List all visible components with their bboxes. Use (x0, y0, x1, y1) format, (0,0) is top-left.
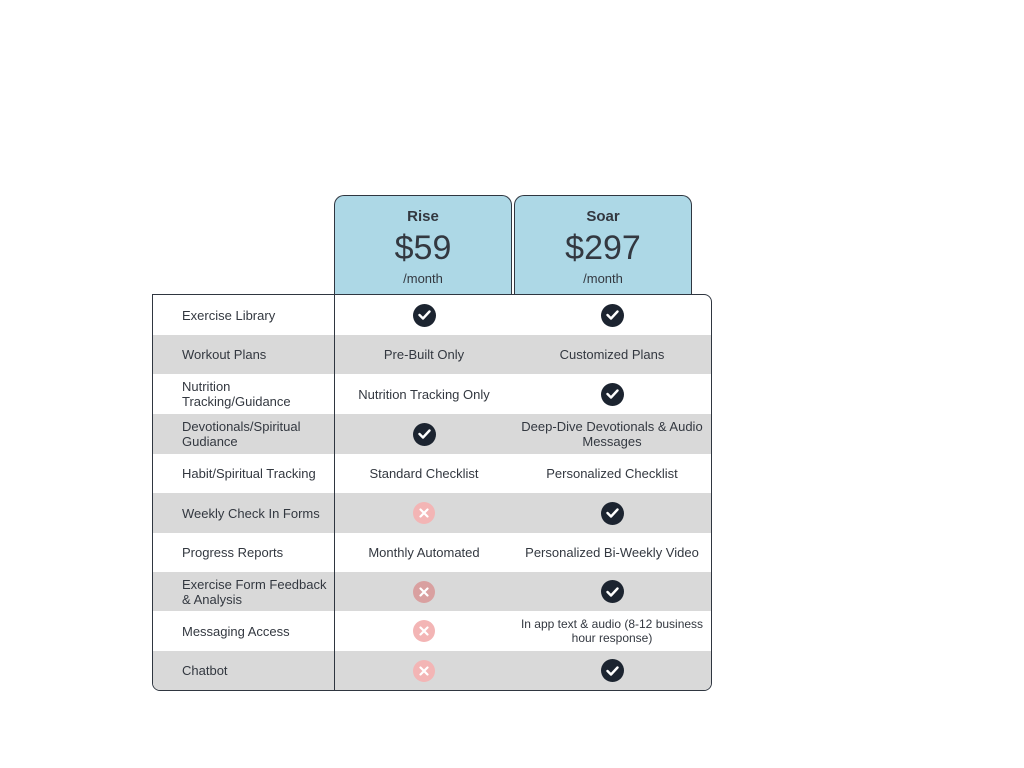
check-icon (601, 304, 624, 327)
plan-name: Soar (586, 208, 620, 225)
feature-label: Devotionals/Spiritual Gudiance (182, 419, 301, 449)
check-icon (601, 580, 624, 603)
soar-cell (513, 533, 711, 572)
feature-label: Habit/Spiritual Tracking (182, 466, 316, 481)
plan-name: Rise (407, 208, 439, 225)
cross-icon (413, 660, 435, 682)
plan-header-soar (514, 195, 692, 294)
table-row (153, 493, 711, 533)
table-row (153, 611, 711, 651)
cross-icon (413, 502, 435, 524)
table-row (153, 295, 711, 335)
table-row (153, 533, 711, 572)
feature-label: Exercise Form Feedback & Analysis (182, 576, 327, 607)
feature-label: Progress Reports (182, 545, 284, 560)
feature-label: Nutrition Tracking/Guidance (182, 379, 291, 409)
rise-cell (335, 335, 513, 374)
soar-cell (513, 493, 711, 533)
rise-cell (335, 572, 513, 611)
table-row (153, 454, 711, 493)
soar-value-text: In app text & audio (8-12 business hour response) (520, 617, 704, 645)
soar-cell (513, 335, 711, 374)
rise-cell (335, 533, 513, 572)
table-row (153, 374, 711, 414)
plan-period: /month (403, 271, 443, 286)
check-icon (601, 659, 624, 682)
table-row (153, 335, 711, 374)
rise-cell (335, 374, 513, 414)
soar-cell (513, 572, 711, 611)
table-row (153, 414, 711, 454)
check-icon (601, 383, 624, 406)
feature-label: Chatbot (182, 663, 228, 678)
rise-cell (335, 414, 513, 454)
rise-cell (335, 493, 513, 533)
soar-cell (513, 651, 711, 690)
rise-value-text: Pre-Built Only (383, 347, 465, 362)
plan-price: $59 (394, 229, 452, 267)
rise-value-text: Monthly Automated (368, 545, 480, 560)
soar-cell (513, 295, 711, 335)
soar-cell (513, 414, 711, 454)
soar-value-text: Personalized Bi-Weekly Video (525, 545, 699, 560)
rise-value-text: Nutrition Tracking Only (358, 386, 490, 402)
soar-cell (513, 374, 711, 414)
soar-cell (513, 454, 711, 493)
plan-price: $297 (565, 229, 641, 267)
feature-label: Messaging Access (182, 623, 290, 639)
cross-icon (413, 620, 435, 642)
rise-cell (335, 295, 513, 335)
rise-value-text: Standard Checklist (369, 466, 479, 481)
rise-cell (335, 611, 513, 651)
soar-value-text: Customized Plans (559, 347, 665, 362)
check-icon (413, 423, 436, 446)
rise-cell (335, 454, 513, 493)
cross-icon (413, 581, 435, 603)
feature-label: Weekly Check In Forms (182, 505, 320, 521)
check-icon (601, 502, 624, 525)
plan-header-rise (334, 195, 512, 294)
feature-label: Workout Plans (182, 347, 267, 362)
plan-period: /month (583, 271, 623, 286)
table-row (153, 572, 711, 611)
rise-cell (335, 651, 513, 690)
check-icon (413, 304, 436, 327)
soar-cell (513, 611, 711, 651)
soar-value-text: Deep-Dive Devotionals & Audio Messages (521, 419, 703, 449)
comparison-table (152, 294, 712, 691)
table-row (153, 651, 711, 690)
soar-value-text: Personalized Checklist (546, 466, 678, 481)
feature-label: Exercise Library (182, 307, 276, 323)
column-divider (334, 295, 335, 690)
